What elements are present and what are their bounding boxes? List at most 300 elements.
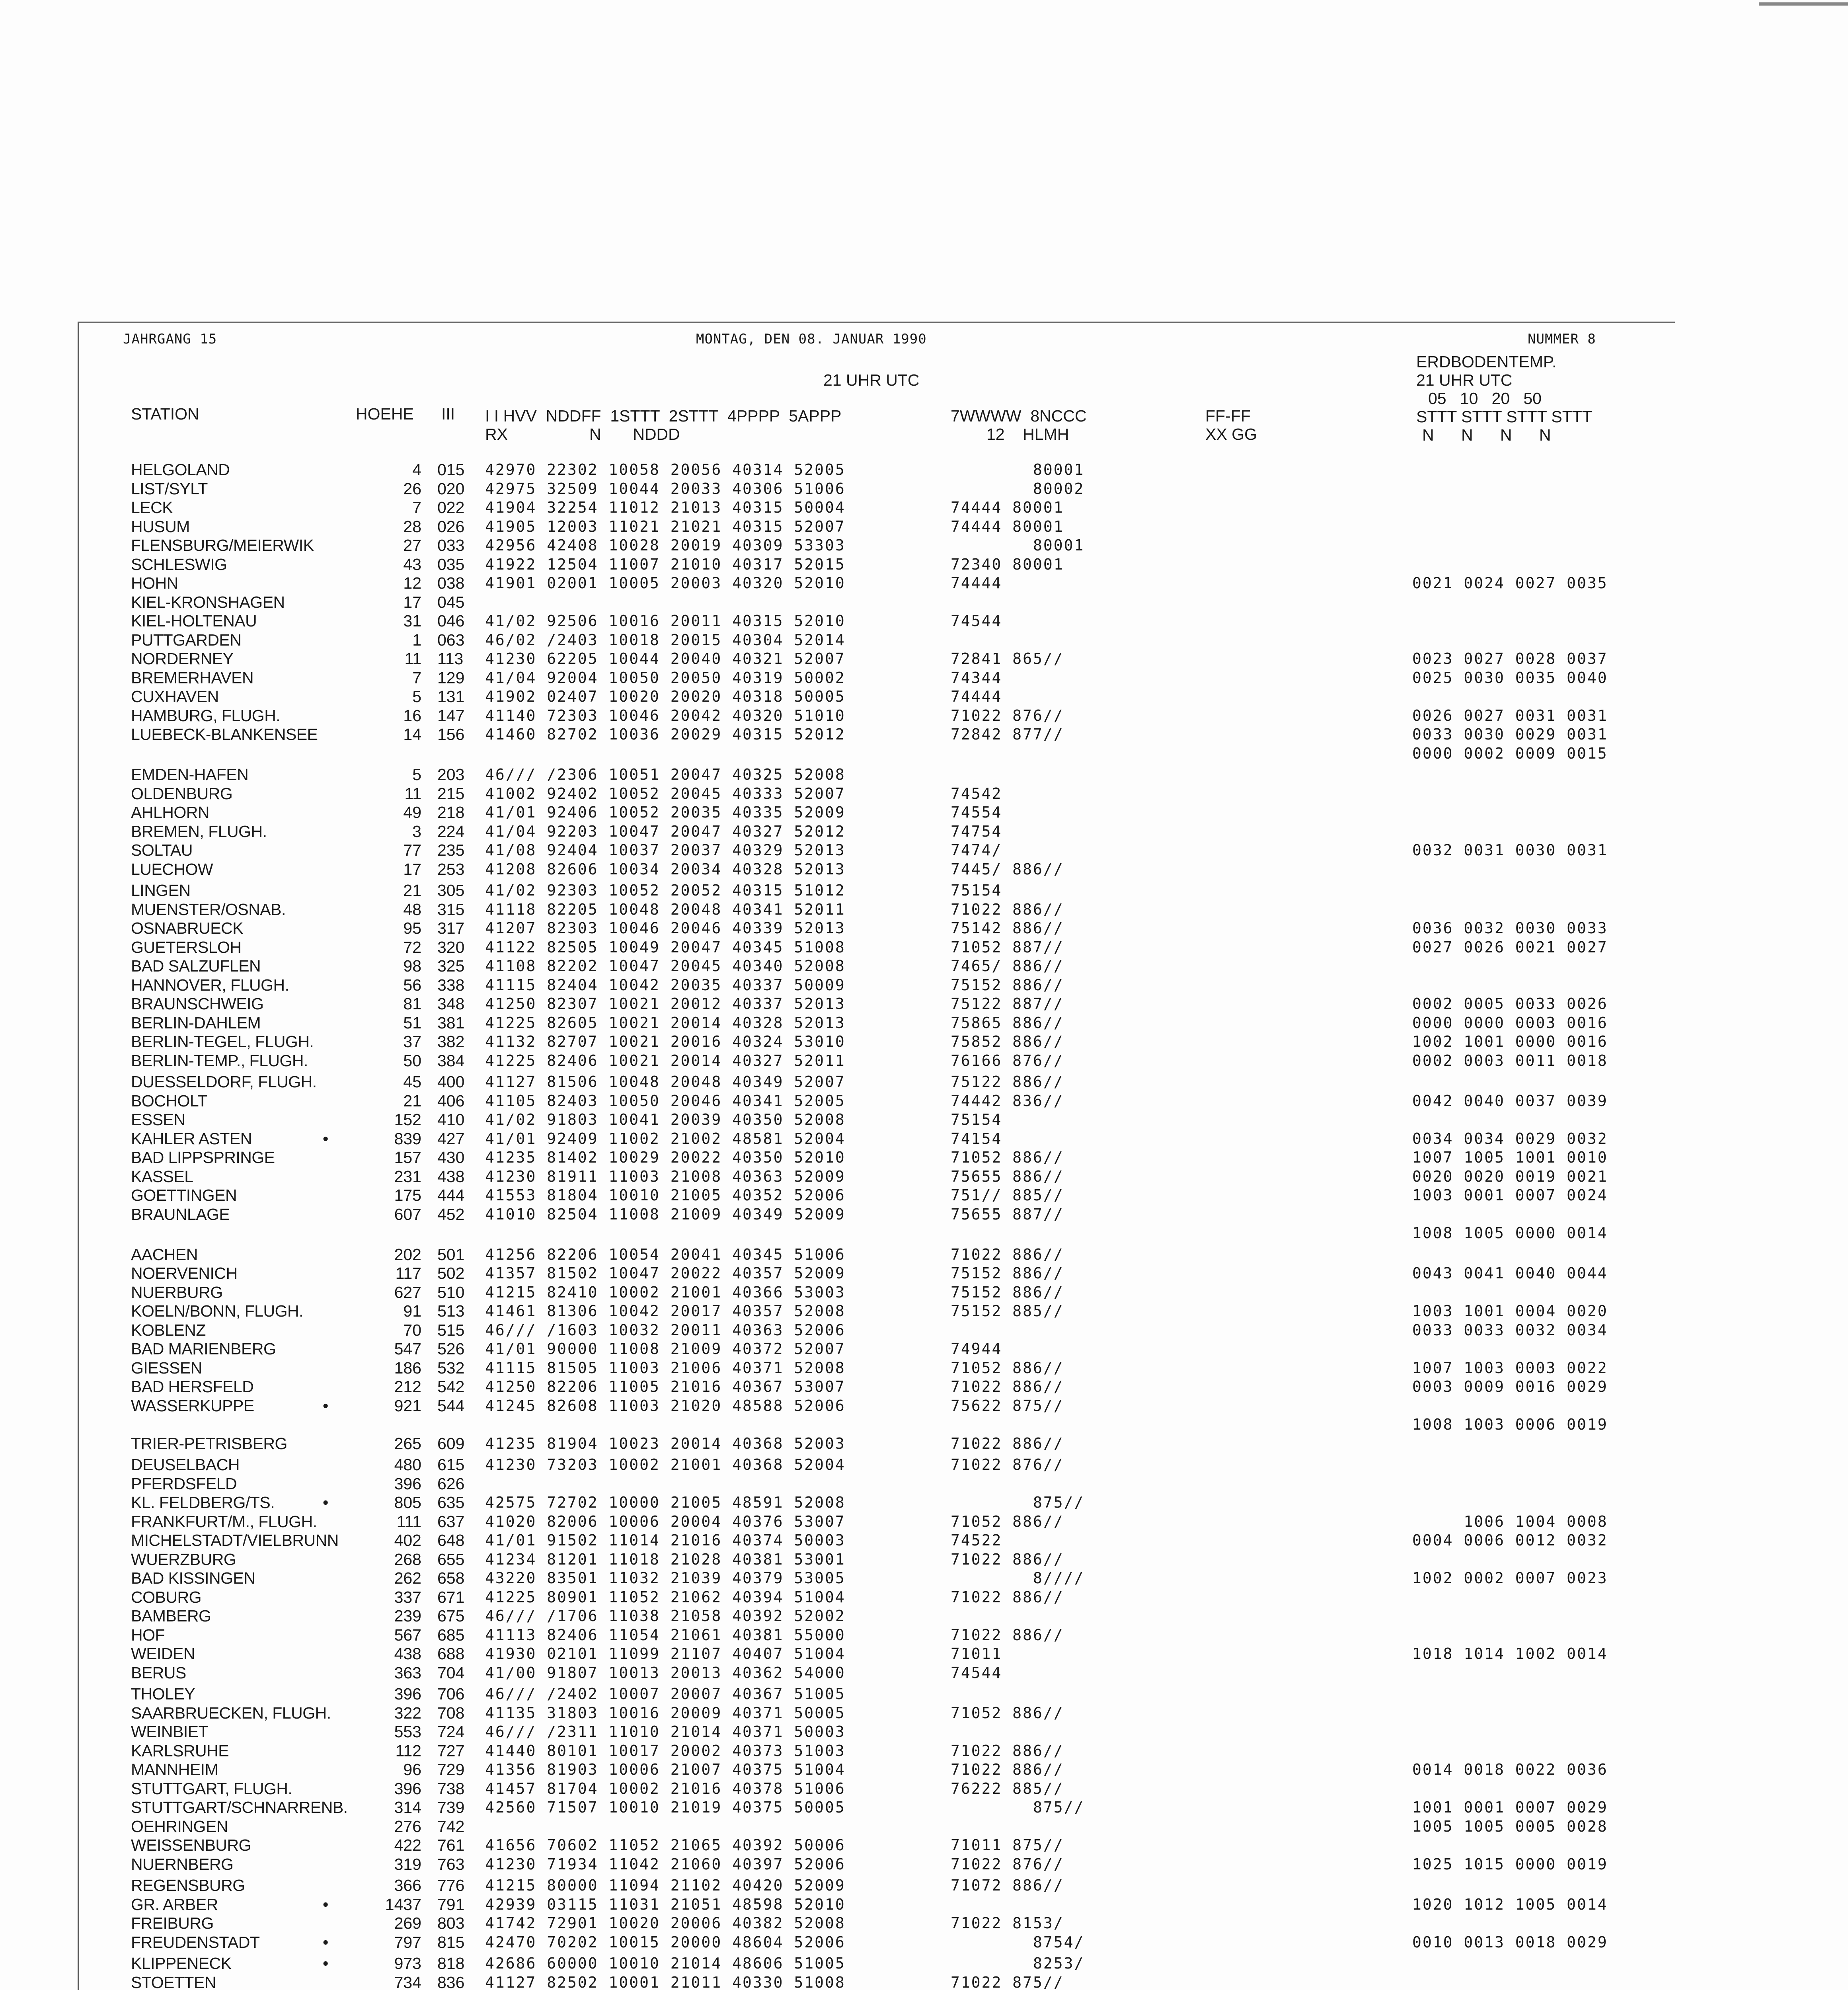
station-row (79, 1110, 1671, 1129)
synop-groups: 41656 70602 11052 21065 40392 50006 (485, 1836, 846, 1854)
station-id: 836 (437, 1973, 465, 1990)
station-id: 791 (437, 1895, 465, 1914)
weather-cloud-groups: 75852 886// (951, 1033, 1064, 1050)
station-row (79, 612, 1671, 630)
stt-header-top: STTT STTT STTT STTT (1416, 408, 1592, 426)
station-name: BAD LIPPSPRINGE (131, 1148, 275, 1167)
station-row (79, 498, 1671, 517)
station-name: SCHLESWIG (131, 555, 227, 574)
station-height: 839 (394, 1129, 421, 1148)
station-height: 17 (403, 593, 421, 611)
station-height: 28 (403, 517, 421, 536)
station-height: 111 (396, 1512, 421, 1531)
station-name: LINGEN (131, 881, 191, 899)
synop-groups: 41225 82406 10021 20014 40327 52011 (485, 1052, 846, 1069)
station-row (79, 1550, 1671, 1569)
weather-cloud-groups: 71011 (951, 1645, 1002, 1662)
station-height: 21 (403, 1091, 421, 1110)
weather-cloud-groups: 7465/ 886// (951, 957, 1064, 975)
synop-groups: 41742 72901 10020 20006 40382 52008 (485, 1914, 846, 1932)
station-name: HELGOLAND (131, 460, 230, 479)
weather-cloud-groups: 71022 876// (951, 706, 1064, 724)
station-name: KOELN/BONN, FLUGH. (131, 1302, 303, 1320)
station-row (79, 803, 1671, 822)
station-height: 607 (394, 1205, 421, 1223)
col-iii-header: III (441, 405, 455, 423)
station-row (79, 1512, 1671, 1531)
station-height: 480 (394, 1455, 421, 1474)
station-height: 3 (412, 822, 421, 841)
station-height: 396 (394, 1779, 421, 1798)
station-row (79, 900, 1671, 919)
col-station-header: STATION (131, 405, 199, 423)
station-name: HOHN (131, 574, 178, 592)
synop-groups: 41553 81804 10010 21005 40352 52006 (485, 1186, 846, 1204)
station-height: 627 (394, 1283, 421, 1301)
station-height: 396 (394, 1474, 421, 1493)
station-height: 112 (395, 1741, 421, 1760)
station-id: 113 (437, 650, 464, 668)
synop-groups: 41250 82307 10021 20012 40337 52013 (485, 995, 846, 1013)
soil-temperatures: 0003 0009 0016 0029 (1412, 1378, 1608, 1395)
weather-cloud-groups: 74544 (951, 612, 1002, 630)
station-name: SAARBRUECKEN, FLUGH. (131, 1703, 331, 1722)
erdboden-time: 21 UHR UTC (1416, 371, 1513, 389)
station-height: 96 (403, 1760, 421, 1779)
station-row (79, 706, 1671, 725)
soil-temperatures: 1002 0002 0007 0023 (1412, 1569, 1608, 1587)
station-id: 038 (437, 574, 465, 592)
soil-temperatures: 1005 1005 0005 0028 (1412, 1817, 1608, 1835)
mountain-marker: • (323, 1129, 329, 1148)
station-row (79, 1073, 1671, 1091)
weather-cloud-groups: 72841 865// (951, 650, 1064, 667)
weather-cloud-groups: 76222 885// (951, 1779, 1064, 1797)
station-id: 305 (437, 881, 465, 899)
group2-header-top: 7WWWW 8NCCC (951, 407, 1087, 425)
weather-cloud-groups: 74154 (951, 1130, 1002, 1147)
mountain-marker: • (323, 1493, 329, 1512)
synop-groups: 42970 22302 10058 20056 40314 52005 (485, 461, 846, 478)
station-height: 56 (403, 975, 421, 994)
synop-groups: 46/// /1706 11038 21058 40392 52002 (485, 1607, 846, 1625)
station-height: 276 (394, 1817, 421, 1836)
weather-cloud-groups: 71022 886// (951, 1588, 1064, 1606)
station-height: 91 (403, 1302, 421, 1320)
synop-groups: 41207 82303 10046 20046 40339 52013 (485, 919, 846, 937)
station-height: 11 (404, 650, 421, 668)
station-name: KIEL-KRONSHAGEN (131, 593, 285, 611)
station-id: 026 (437, 517, 465, 536)
station-row (79, 536, 1671, 555)
station-row (79, 1836, 1671, 1855)
station-id: 637 (437, 1512, 465, 1531)
soil-temperatures: 0027 0026 0021 0027 (1412, 938, 1608, 956)
soil-temperatures: 0004 0006 0012 0032 (1412, 1532, 1608, 1549)
station-name: CUXHAVEN (131, 687, 219, 706)
station-name: EMDEN-HAFEN (131, 765, 249, 784)
synop-groups: 41245 82608 11003 21020 48588 52006 (485, 1397, 846, 1414)
station-name: LUEBECK-BLANKENSEE (131, 725, 318, 743)
ffff-header-bottom: XX GG (1205, 425, 1257, 443)
soil-temperatures: 1003 0001 0007 0024 (1412, 1186, 1608, 1204)
station-id: 655 (437, 1550, 465, 1569)
station-name: WEINBIET (131, 1723, 209, 1741)
weather-cloud-groups: 71022 886// (951, 1550, 1064, 1568)
soil-temperatures: 0033 0033 0032 0034 (1412, 1321, 1608, 1339)
station-name: DEUSELBACH (131, 1455, 240, 1474)
station-name: MANNHEIM (131, 1760, 218, 1779)
station-id: 724 (437, 1723, 465, 1741)
weather-cloud-groups: 751// 885// (951, 1186, 1064, 1204)
synop-groups: 41/02 91803 10041 20039 40350 52008 (485, 1111, 846, 1128)
synop-groups: 42956 42408 10028 20019 40309 53303 (485, 537, 846, 554)
station-row (79, 1607, 1671, 1625)
station-name: BREMERHAVEN (131, 668, 254, 687)
station-id: 609 (437, 1434, 465, 1453)
station-row (79, 1092, 1671, 1110)
station-height: 45 (403, 1073, 421, 1091)
station-id: 410 (437, 1110, 465, 1129)
station-name: PUTTGARDEN (131, 630, 242, 649)
station-height: 31 (403, 612, 421, 630)
weather-cloud-groups: 71022 8153/ (951, 1914, 1064, 1932)
station-row (79, 1933, 1671, 1952)
station-id: 510 (437, 1283, 465, 1301)
soil-temperatures: 0000 0002 0009 0015 (1412, 744, 1608, 762)
station-name: BAD MARIENBERG (131, 1340, 276, 1358)
station-name: NORDERNEY (131, 650, 234, 668)
col-hoehe-header: HOEHE (356, 405, 414, 423)
station-name: SOLTAU (131, 841, 193, 859)
station-height: 72 (403, 938, 421, 956)
synop-groups: 42686 60000 10010 21014 48606 51005 (485, 1955, 846, 1972)
station-row (79, 593, 1671, 612)
station-height: 49 (403, 803, 421, 821)
station-row (79, 650, 1671, 668)
station-name: LIST/SYLT (131, 479, 208, 498)
soil-temperatures: 0000 0000 0003 0016 (1412, 1014, 1608, 1032)
station-name: STUTTGART, FLUGH. (131, 1779, 292, 1798)
weather-cloud-groups: 75152 886// (951, 1264, 1064, 1282)
synop-groups: 41020 82006 10006 20004 40376 53007 (485, 1512, 846, 1530)
station-name: GUETERSLOH (131, 938, 242, 956)
station-id: 452 (437, 1205, 465, 1223)
station-row (79, 1205, 1671, 1224)
synop-groups: 41108 82202 10047 20045 40340 52008 (485, 957, 846, 975)
station-height: 366 (394, 1876, 421, 1894)
station-id: 818 (437, 1954, 465, 1972)
weather-cloud-groups: 74554 (951, 804, 1002, 821)
station-row (79, 1876, 1671, 1895)
weather-cloud-groups: 74344 (951, 669, 1002, 687)
station-name: WUERZBURG (131, 1550, 236, 1569)
synop-groups: 46/// /2306 10051 20047 40325 52008 (485, 766, 846, 783)
station-row (79, 460, 1671, 479)
station-name: PFERDSFELD (131, 1474, 237, 1493)
synop-groups: 41/01 92406 10052 20035 40335 52009 (485, 804, 846, 821)
synop-groups: 41230 81911 11003 21008 40363 52009 (485, 1167, 846, 1185)
synop-groups: 41457 81704 10002 21016 40378 51006 (485, 1779, 846, 1797)
station-name: BERUS (131, 1663, 186, 1682)
weather-cloud-groups: 8//// (951, 1569, 1085, 1587)
station-row (79, 881, 1671, 900)
synop-groups: 42939 03115 11031 21051 48598 52010 (485, 1895, 846, 1913)
station-id: 218 (437, 803, 465, 821)
synop-groups: 41118 82205 10048 20048 40341 52011 (485, 900, 846, 918)
synop-groups: 41127 82502 10001 21011 40330 51008 (485, 1973, 846, 1990)
weather-cloud-groups: 8754/ (951, 1933, 1085, 1951)
ffff-header-top: FF-FF (1205, 407, 1251, 425)
station-row (79, 1779, 1671, 1798)
synop-groups: 41/04 92004 10050 20050 40319 50002 (485, 669, 846, 687)
station-name: STOETTEN (131, 1973, 216, 1990)
station-id: 502 (437, 1264, 465, 1282)
station-row (79, 725, 1671, 744)
station-id: 022 (437, 498, 465, 517)
station-height: 21 (403, 881, 421, 899)
station-name: LECK (131, 498, 173, 517)
station-id: 626 (437, 1474, 465, 1493)
synop-groups: 46/02 /2403 10018 20015 40304 52014 (485, 631, 846, 649)
station-name: BERLIN-DAHLEM (131, 1013, 261, 1032)
station-height: 51 (403, 1013, 421, 1032)
synop-groups: 41/02 92506 10016 20011 40315 52010 (485, 612, 846, 630)
station-id: 348 (437, 995, 465, 1013)
weather-cloud-groups: 71022 886// (951, 1626, 1064, 1644)
soil-temperatures: 1008 1003 0006 0019 (1412, 1416, 1608, 1433)
station-row (79, 1685, 1671, 1703)
synop-groups: 41002 92402 10052 20045 40333 52007 (485, 784, 846, 802)
synop-groups: 46/// /2311 11010 21014 40371 50003 (485, 1723, 846, 1740)
station-height: 17 (403, 860, 421, 878)
weather-cloud-groups: 75154 (951, 1111, 1002, 1128)
station-id: 020 (437, 479, 465, 498)
weather-cloud-groups: 75655 887// (951, 1205, 1064, 1223)
station-id: 129 (437, 668, 465, 687)
station-row (79, 1817, 1671, 1836)
soil-temperatures: 0026 0027 0031 0031 (1412, 706, 1608, 724)
soil-temperatures: 1003 1001 0004 0020 (1412, 1302, 1608, 1320)
station-id: 315 (437, 900, 465, 919)
station-name: BRAUNLAGE (131, 1205, 230, 1223)
station-height: 4 (412, 460, 421, 479)
soil-temperatures: 1020 1012 1005 0014 (1412, 1895, 1608, 1913)
soil-temperatures: 0023 0027 0028 0037 (1412, 650, 1608, 667)
synop-groups: 41225 82605 10021 20014 40328 52013 (485, 1014, 846, 1032)
station-name: KL. FELDBERG/TS. (131, 1493, 275, 1512)
station-row (79, 631, 1671, 650)
nummer-label: NUMMER 8 (1528, 331, 1596, 347)
synop-groups: 41234 81201 11018 21028 40381 53001 (485, 1550, 846, 1568)
soil-temperatures: 0010 0013 0018 0029 (1412, 1933, 1608, 1951)
station-height: 265 (394, 1434, 421, 1453)
station-name: KASSEL (131, 1167, 193, 1186)
mountain-marker: • (323, 1895, 329, 1914)
station-name: OSNABRUECK (131, 919, 244, 937)
station-id: 515 (437, 1321, 465, 1339)
station-name: COBURG (131, 1588, 201, 1606)
station-id: 532 (437, 1358, 465, 1377)
soil-temperatures: 0014 0018 0022 0036 (1412, 1761, 1608, 1778)
weather-cloud-groups: 72340 80001 (951, 555, 1064, 573)
station-name: HUSUM (131, 517, 190, 536)
station-row (79, 1798, 1671, 1817)
soil-temperatures: 1002 1001 0000 0016 (1412, 1033, 1608, 1050)
synop-groups: 41/01 91502 11014 21016 40374 50003 (485, 1532, 846, 1549)
synop-groups: 41440 80101 10017 20002 40373 51003 (485, 1742, 846, 1760)
weather-cloud-groups: 74542 (951, 784, 1002, 802)
station-height: 37 (403, 1032, 421, 1051)
weather-cloud-groups: 75622 875// (951, 1397, 1064, 1414)
station-height: 26 (403, 479, 421, 498)
scan-artifact-top (1759, 2, 1848, 6)
station-id: 444 (437, 1186, 465, 1204)
weather-cloud-groups: 7474/ (951, 841, 1002, 859)
station-name: THOLEY (131, 1685, 195, 1703)
station-id: 384 (437, 1051, 465, 1070)
synop-groups: 41113 82406 11054 21061 40381 55000 (485, 1626, 846, 1644)
station-row (79, 1321, 1671, 1340)
station-name: AHLHORN (131, 803, 209, 821)
station-id: 033 (437, 536, 465, 554)
station-row (79, 938, 1671, 957)
station-height: 567 (394, 1625, 421, 1644)
synop-groups: 41901 02001 10005 20003 40320 52010 (485, 574, 846, 592)
station-name: GOETTINGEN (131, 1186, 237, 1204)
station-id: 803 (437, 1914, 465, 1932)
station-height: 797 (394, 1933, 421, 1951)
station-id: 501 (437, 1245, 465, 1264)
station-height: 14 (403, 725, 421, 743)
station-row (79, 687, 1671, 706)
station-height: 1 (412, 630, 421, 649)
station-row (79, 1973, 1671, 1990)
station-row (79, 1224, 1671, 1243)
station-id: 438 (437, 1167, 465, 1186)
station-row (79, 1302, 1671, 1321)
station-row (79, 517, 1671, 536)
station-id: 761 (437, 1836, 465, 1854)
station-id: 776 (437, 1876, 465, 1894)
station-name: GIESSEN (131, 1358, 202, 1377)
report-date: MONTAG, DEN 08. JANUAR 1990 (696, 331, 927, 347)
station-name: BRAUNSCHWEIG (131, 995, 264, 1013)
soil-temperatures: 1008 1005 0000 0014 (1412, 1224, 1608, 1242)
report-time: 21 UHR UTC (823, 371, 920, 389)
station-row (79, 555, 1671, 574)
weather-cloud-groups: 75152 886// (951, 976, 1064, 994)
station-row (79, 1264, 1671, 1283)
station-name: NUERBURG (131, 1283, 223, 1301)
station-row (79, 1742, 1671, 1760)
weather-cloud-groups: 75655 886// (951, 1167, 1064, 1185)
station-name: KIEL-HOLTENAU (131, 612, 257, 630)
station-id: 706 (437, 1685, 465, 1703)
weather-report-sheet (78, 322, 1675, 1990)
soil-temperatures: 0021 0024 0027 0035 (1412, 574, 1608, 592)
station-id: 063 (437, 630, 465, 649)
station-name: REGENSBURG (131, 1876, 245, 1894)
station-name: GR. ARBER (131, 1895, 218, 1914)
synop-groups: 46/// /1603 10032 20011 40363 52006 (485, 1321, 846, 1339)
synop-groups: 41904 32254 11012 21013 40315 50004 (485, 499, 846, 516)
station-name: MICHELSTADT/VIELBRUNN (131, 1531, 339, 1549)
station-height: 805 (394, 1493, 421, 1512)
station-row (79, 1723, 1671, 1741)
station-name: WASSERKUPPE (131, 1396, 254, 1415)
station-id: 688 (437, 1645, 465, 1663)
station-id: 035 (437, 555, 465, 574)
soil-temperatures: 0002 0003 0011 0018 (1412, 1052, 1608, 1069)
synop-groups: 41250 82206 11005 21016 40367 53007 (485, 1378, 846, 1395)
station-id: 742 (437, 1817, 465, 1836)
station-id: 406 (437, 1091, 465, 1110)
station-id: 430 (437, 1148, 465, 1167)
station-id: 542 (437, 1377, 465, 1396)
station-row (79, 1493, 1671, 1512)
station-row (79, 1626, 1671, 1645)
synop-groups: 41902 02407 10020 20020 40318 50005 (485, 688, 846, 705)
station-name: KLIPPENECK (131, 1954, 232, 1972)
station-name: BERLIN-TEMP., FLUGH. (131, 1051, 308, 1070)
station-height: 231 (394, 1167, 421, 1186)
station-id: 320 (437, 938, 465, 956)
mountain-marker: • (323, 1954, 329, 1972)
station-id: 513 (437, 1302, 465, 1320)
synop-groups: 41230 71934 11042 21060 40397 52006 (485, 1855, 846, 1873)
station-id: 763 (437, 1855, 465, 1873)
station-id: 325 (437, 957, 465, 975)
station-row (79, 765, 1671, 784)
synop-groups: 46/// /2402 10007 20007 40367 51005 (485, 1685, 846, 1703)
synop-groups: 41225 80901 11052 21062 40394 51004 (485, 1588, 846, 1606)
weather-cloud-groups: 74754 (951, 822, 1002, 840)
synop-groups: 41905 12003 11021 21021 40315 52007 (485, 517, 846, 535)
station-row (79, 1377, 1671, 1396)
station-height: 11 (404, 784, 421, 803)
station-row (79, 1569, 1671, 1588)
station-height: 547 (394, 1340, 421, 1358)
weather-cloud-groups: 75122 886// (951, 1073, 1064, 1091)
weather-cloud-groups: 71022 876// (951, 1456, 1064, 1473)
station-row (79, 1186, 1671, 1205)
synop-groups: 41/01 92409 11002 21002 48581 52004 (485, 1130, 846, 1147)
station-height: 43 (403, 555, 421, 574)
station-name: LUECHOW (131, 860, 213, 878)
station-row (79, 480, 1671, 498)
weather-cloud-groups: 71052 887// (951, 938, 1064, 956)
station-id: 635 (437, 1493, 465, 1512)
weather-cloud-groups: 7445/ 886// (951, 860, 1064, 878)
station-name: BREMEN, FLUGH. (131, 822, 267, 841)
weather-cloud-groups: 74522 (951, 1532, 1002, 1549)
weather-cloud-groups: 71022 886// (951, 1245, 1064, 1263)
station-name: BOCHOLT (131, 1091, 207, 1110)
station-height: 322 (394, 1703, 421, 1722)
station-id: 526 (437, 1340, 465, 1358)
synop-groups: 41/01 90000 11008 21009 40372 52007 (485, 1340, 846, 1358)
station-id: 338 (437, 975, 465, 994)
station-name: OEHRINGEN (131, 1817, 228, 1836)
station-id: 381 (437, 1013, 465, 1032)
station-row (79, 784, 1671, 803)
station-row (79, 1167, 1671, 1186)
station-name: KOBLENZ (131, 1321, 206, 1339)
synop-groups: 41215 82410 10002 21001 40366 53003 (485, 1283, 846, 1301)
weather-cloud-groups: 71011 875// (951, 1836, 1064, 1854)
station-row (79, 1531, 1671, 1550)
